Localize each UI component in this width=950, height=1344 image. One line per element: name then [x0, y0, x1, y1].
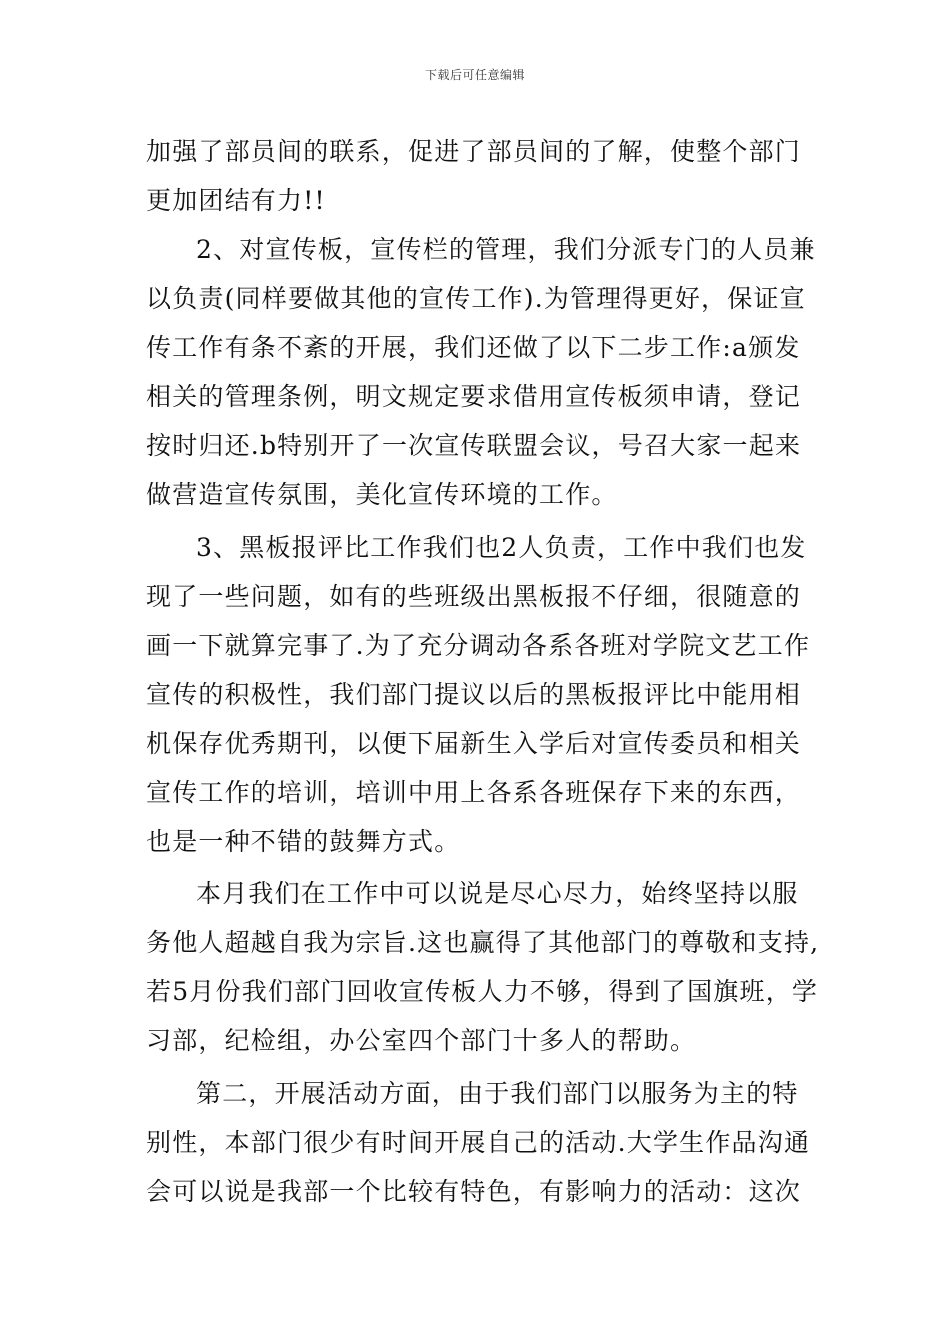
- text-line: 做营造宣传氛围，美化宣传环境的工作。: [146, 480, 618, 509]
- text-line: 传工作有条不紊的开展，我们还做了以下二步工作:a颁发: [146, 333, 801, 362]
- text-line: 务他人超越自我为宗旨.这也赢得了其他部门的尊敬和支持,: [146, 928, 820, 957]
- text-line: 3、黑板报评比工作我们也2人负责，工作中我们也发: [196, 533, 807, 562]
- text-line: 画一下就算完事了.为了充分调动各系各班对学院文艺工作: [146, 631, 811, 660]
- text-line: 2、对宣传板，宣传栏的管理，我们分派专门的人员兼: [196, 235, 816, 264]
- text-line: 若5月份我们部门回收宣传板人力不够，得到了国旗班，学: [146, 977, 819, 1006]
- text-line: 以负责(同样要做其他的宣传工作).为管理得更好，保证宣: [146, 284, 806, 313]
- text-line: 按时归还.b特别开了一次宣传联盟会议，号召大家一起来: [146, 431, 802, 460]
- text-line: 习部，纪检组，办公室四个部门十多人的帮助。: [146, 1026, 697, 1055]
- page-header: 下载后可任意编辑: [424, 68, 525, 82]
- text-line: 第二，开展活动方面，由于我们部门以服务为主的特: [196, 1079, 799, 1108]
- text-line: 更加团结有力!!: [146, 186, 326, 215]
- text-line: 别性，本部门很少有时间开展自己的活动.大学生作品沟通: [146, 1128, 811, 1157]
- text-line: 宣传工作的培训，培训中用上各系各班保存下来的东西，: [146, 778, 802, 807]
- text-line: 现了一些问题，如有的些班级出黑板报不仔细，很随意的: [146, 582, 802, 611]
- text-line: 会可以说是我部一个比较有特色，有影响力的活动：这次: [146, 1177, 802, 1206]
- text-line: 加强了部员间的联系，促进了部员间的了解，使整个部门: [146, 137, 802, 166]
- text-line: 本月我们在工作中可以说是尽心尽力，始终坚持以服: [196, 879, 799, 908]
- text-line: 机保存优秀期刊，以便下届新生入学后对宣传委员和相关: [146, 729, 802, 758]
- text-line: 宣传的积极性，我们部门提议以后的黑板报评比中能用相: [146, 680, 802, 709]
- text-line: 也是一种不错的鼓舞方式。: [146, 827, 461, 856]
- text-line: 相关的管理条例，明文规定要求借用宣传板须申请，登记: [146, 382, 802, 411]
